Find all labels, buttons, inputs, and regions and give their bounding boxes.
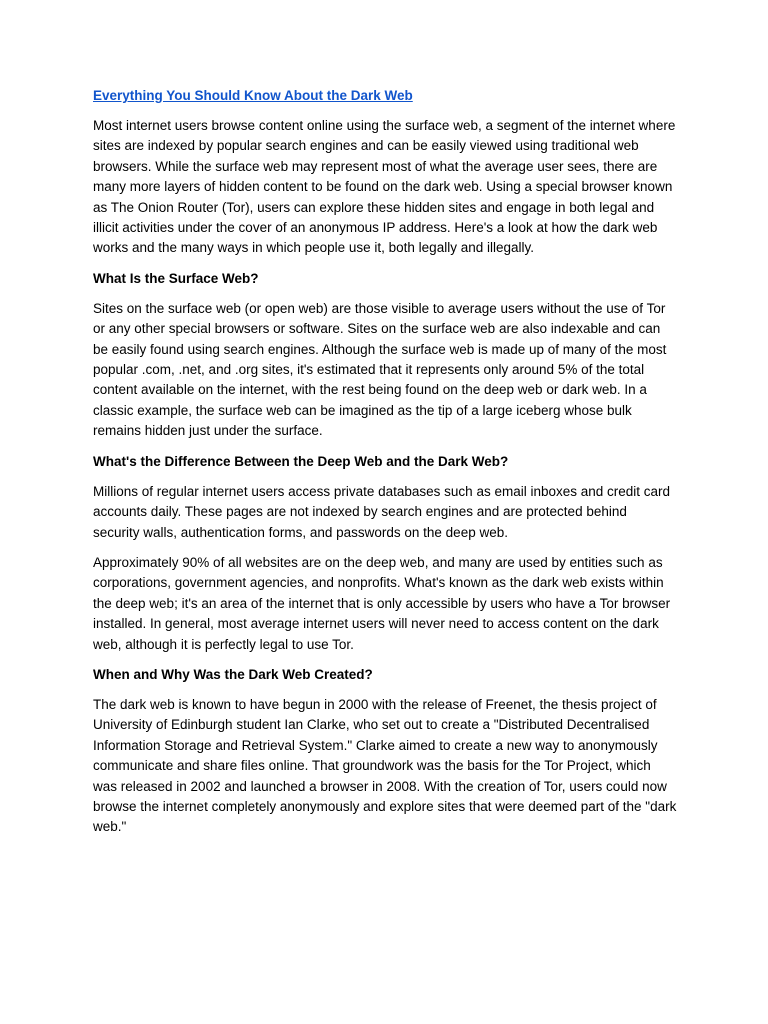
document-page <box>93 86 677 848</box>
section-paragraph: Approximately 90% of all websites are on the deep web, and many are used by entities such as corporations, government agencies, and nonprofits. What's known as the dark web exists within the deep web; it's an area of the internet that is only accessible by users who have a Tor browser installed. In general, most average internet users will never need to access content on the dark web, although it is perfectly legal to use Tor. <box>93 554 671 652</box>
section-dark-web-origins <box>93 665 677 838</box>
section-paragraph: Sites on the surface web (or open web) are those visible to average users without the use of Tor or any other special browsers or software. Sites on the surface web are also indexable and can be easily found using search engines. Although the surface web is made up of many of the most popular .com, .net, and .org sites, it's estimated that it represents only around 5% of the total content available on the internet, with the rest being found on the deep web or dark web. In a classic example, the surface web can be imagined as the tip of a large iceberg whose bulk remains hidden just under the surface. <box>93 300 667 439</box>
document-title-link[interactable]: Everything You Should Know About the Dark Web <box>93 88 413 103</box>
section-heading-deep-vs-dark-web: What's the Difference Between the Deep Web and the Dark Web? <box>93 453 509 469</box>
section-heading-dark-web-origins: When and Why Was the Dark Web Created? <box>93 666 373 682</box>
section-deep-vs-dark-web <box>93 452 677 655</box>
section-paragraph: Millions of regular internet users access private databases such as email inboxes and credit card accounts daily. These pages are not indexed by search engines and are protected behind security walls, authentication forms, and passwords on the deep web. <box>93 483 671 540</box>
section-paragraph: The dark web is known to have begun in 2000 with the release of Freenet, the thesis project of University of Edinburgh student Ian Clarke, who set out to create a "Distributed Decentralised Information Storage and Retrieval System." Clarke aimed to create a new way to anonymously communicate and share files online. That groundwork was the basis for the Tor Project, which was released in 2002 and launched a browser in 2008. With the creation of Tor, users could now browse the internet completely anonymously and explore sites that were deemed part of the "dark web." <box>93 696 677 835</box>
intro-paragraph: Most internet users browse content online using the surface web, a segment of the internet where sites are indexed by popular search engines and can be easily viewed using traditional web browsers. While the surface web may represent most of what the average user sees, there are many more layers of hidden content to be found on the dark web. Using a special browser known as The Onion Router (Tor), users can explore these hidden sites and engage in both legal and illicit activities under the cover of an anonymous IP address. Here's a look at how the dark web works and the many ways in which people use it, both legally and illegally. <box>93 118 676 256</box>
section-surface-web <box>93 269 677 442</box>
section-heading-surface-web: What Is the Surface Web? <box>93 270 259 286</box>
